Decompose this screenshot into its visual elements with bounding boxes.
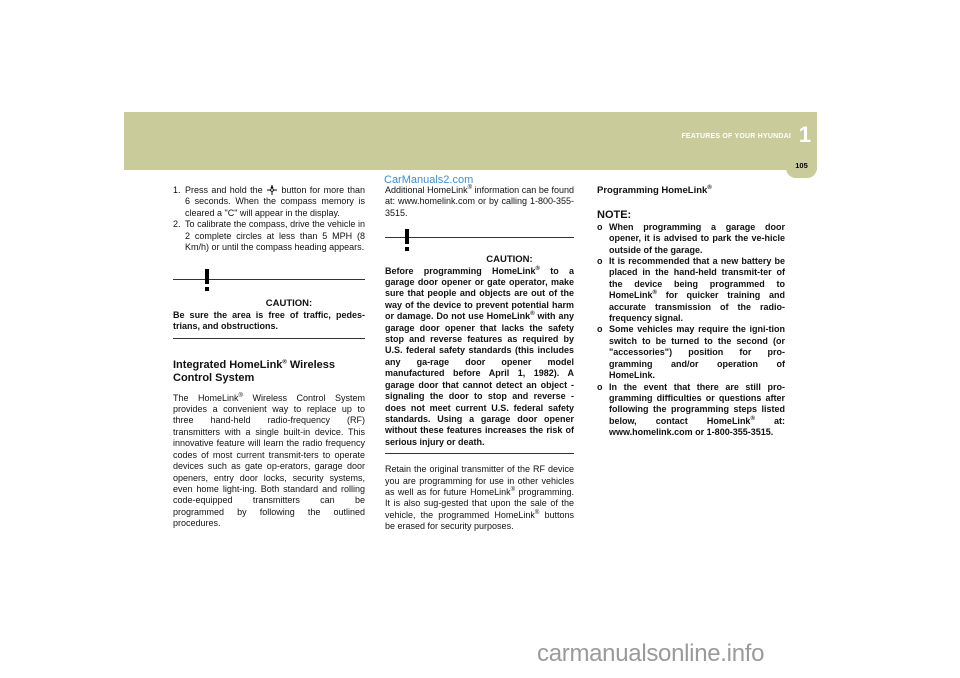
note-text	[609, 256, 785, 324]
homelink-info-paragraph	[385, 185, 574, 219]
step-text-part: button for more than 6 seconds. When the compass memory is cleared a "C" will appear in the display.	[185, 185, 365, 218]
text-part: at: www.homelink.com or 1-800-355-3515.	[609, 415, 786, 438]
section-title-homelink	[173, 359, 365, 386]
registered-mark: ®	[530, 311, 535, 318]
homelink-description	[173, 393, 365, 530]
text-part: with any garage door opener that lacks the safety stop and reverse features as required by U.S. federal safety standards (this includes any ga-rage door opener model manufactured before April 1, 1982). A garage door that cannot detect an object - signaling the door to stop and reverse - does not meet current U.S. federal safety standards. Using a garage door opener without these features increases the risk of serious injury or death.	[385, 311, 574, 447]
registered-mark: ®	[282, 359, 287, 365]
registered-mark: ®	[238, 392, 243, 399]
compass-button-icon	[266, 185, 278, 195]
note-list	[597, 222, 785, 439]
text-part: programming. It is also sug-gested that upon the sale of the vehicle, the programmed HomeLink	[385, 486, 574, 520]
list-item	[173, 185, 365, 219]
list-item	[597, 382, 785, 439]
caution-box-traffic	[173, 279, 365, 338]
chapter-title: FEATURES OF YOUR HYUNDAI	[681, 133, 791, 140]
compass-steps	[173, 185, 365, 253]
registered-mark: ®	[750, 415, 755, 422]
step-number: 2.	[173, 219, 181, 230]
step-text-part: Press and hold the	[185, 185, 266, 195]
retain-transmitter-paragraph	[385, 464, 574, 532]
text-part: to a garage door opener or gate operator, make sure that people and objects are out of the way of the device to prevent potential harm or damage. Do not use HomeLink	[385, 265, 574, 322]
watermark-top[interactable]: CarManuals2.com	[384, 174, 474, 186]
step-text	[185, 185, 365, 219]
header-band	[124, 112, 817, 170]
text-part: Before programming HomeLink	[385, 265, 536, 276]
list-item	[597, 222, 785, 256]
chapter-number: 1	[798, 122, 812, 147]
registered-mark: ®	[510, 486, 516, 493]
caution-box-programming	[385, 237, 574, 454]
list-item	[597, 324, 785, 381]
text-part: Retain the original transmitter of the RF device you are programming for use in other vehicles as well as for future HomeLink	[385, 464, 574, 497]
registered-mark: ®	[467, 185, 473, 191]
watermark-bottom[interactable]: carmanualsonline.info	[537, 640, 765, 667]
bullet: o	[597, 221, 603, 232]
caution-body: Be sure the area is free of traffic, pedes-trians, and obstructions.	[173, 309, 365, 332]
registered-mark: ®	[534, 509, 540, 516]
bullet: o	[597, 256, 603, 267]
list-item	[597, 256, 785, 324]
page-number: 105	[795, 161, 808, 170]
caution-title: CAUTION:	[265, 298, 313, 310]
text-part: buttons be erased for security purposes.	[385, 509, 574, 532]
step-text: To calibrate the compass, drive the vehicle in 2 complete circles at less than 5 MPH (8 Km/h) or until the compass heading appears.	[185, 219, 365, 253]
page-number-tab	[786, 154, 817, 178]
column-3	[597, 185, 785, 439]
registered-mark: ®	[652, 290, 657, 297]
column-2	[385, 185, 574, 533]
text-part: In the event that there are still pro-gramming difficulties or questions after following the programming steps listed below, contact HomeLink	[609, 381, 785, 426]
registered-mark: ®	[707, 184, 712, 191]
registered-mark: ®	[535, 265, 540, 272]
step-number: 1.	[173, 185, 181, 195]
note-text: When programming a garage door opener, it is advised to park the ve-hicle outside of the garage.	[609, 221, 785, 255]
title-part: Programming HomeLink	[597, 185, 708, 196]
caution-title: CAUTION:	[486, 254, 533, 266]
exclamation-icon	[193, 266, 221, 294]
title-part: Integrated HomeLink	[173, 358, 283, 371]
title-part: Wireless Control System	[173, 358, 336, 385]
text-part: It is recommended that a new battery be placed in the hand-held transmit-ter of the device being programmed to HomeLink	[609, 256, 785, 301]
text-part: for quicker training and accurate transmission of the radio-frequency signal.	[609, 290, 785, 324]
column-1	[173, 185, 365, 530]
caution-body	[385, 266, 574, 449]
programming-homelink-title	[597, 185, 785, 196]
note-text	[609, 382, 785, 439]
exclamation-icon	[393, 226, 421, 254]
bullet: o	[597, 324, 603, 335]
bullet: o	[597, 381, 603, 392]
note-label: NOTE:	[597, 209, 632, 222]
note-text: Some vehicles may require the igni-tion switch to be turned to the second (or "accessories") position for pro-gramming and/or operation of HomeLink.	[609, 324, 785, 381]
text-part: Additional HomeLink	[385, 185, 468, 195]
text-part: information can be found at: www.homelink.com or by calling 1-800-355-3515.	[385, 185, 574, 218]
text-part: Wireless Control System provides a convenient way to replace up to three hand-held radio-frequency (RF) transmitters with a single built-in device. This innovative feature will learn the radio frequency codes of most current transmit-ters to operate devices such as gate op-erators, garage door openers, entry door locks, security systems, even home light-ing. Both standard and rolling code-equipped transmitters can be programmed by following the outlined procedures.	[173, 392, 365, 529]
text-part: The HomeLink	[173, 392, 239, 403]
list-item	[173, 219, 365, 253]
